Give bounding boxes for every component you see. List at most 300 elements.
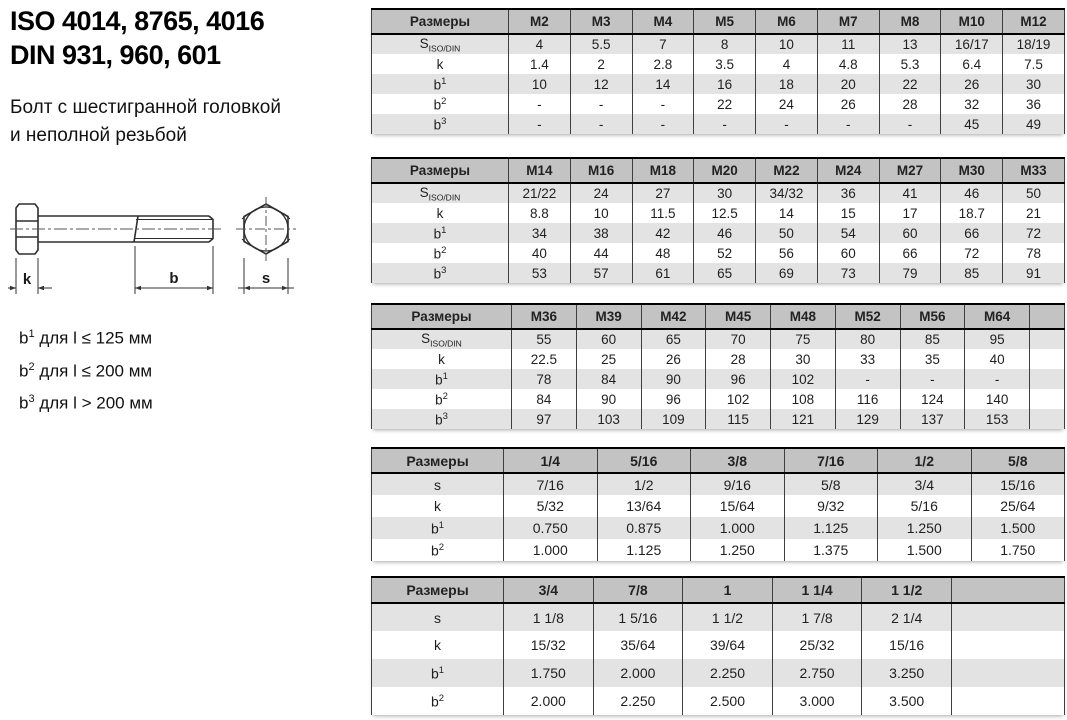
value-cell: 7 xyxy=(632,34,694,54)
dimension-b xyxy=(135,246,213,294)
row-label xyxy=(372,243,509,263)
table-row xyxy=(372,473,1065,495)
column-header-M22: M22 xyxy=(756,158,818,183)
row-label-sub: ISO/DIN xyxy=(428,43,461,54)
value-cell: 1.375 xyxy=(784,539,878,561)
value-cell: 2.250 xyxy=(683,659,773,687)
row-label-base: b xyxy=(433,97,442,113)
header-row xyxy=(372,577,1065,603)
value-cell: - xyxy=(570,94,632,114)
row-label-base: k xyxy=(434,498,441,514)
value-cell: 30 xyxy=(1003,74,1065,94)
value-cell: 1 7/8 xyxy=(772,603,862,631)
value-cell: 65 xyxy=(694,263,756,283)
row-label xyxy=(372,54,509,74)
value-cell: 103 xyxy=(576,409,641,429)
value-cell: - xyxy=(900,369,965,389)
value-cell: 35/64 xyxy=(593,631,683,659)
value-cell: 15/16 xyxy=(862,631,952,659)
value-cell: 26 xyxy=(817,94,879,114)
value-cell: 14 xyxy=(756,203,818,223)
table-row xyxy=(372,183,1065,203)
row-label-sup: 3 xyxy=(441,115,447,127)
value-cell: 1.500 xyxy=(971,517,1065,539)
value-cell: 2.8 xyxy=(632,54,694,74)
value-cell: 0.750 xyxy=(504,517,598,539)
left-panel xyxy=(0,0,370,720)
column-header-M30: M30 xyxy=(941,158,1003,183)
value-cell: 96 xyxy=(706,369,771,389)
row-label xyxy=(372,329,512,349)
column-header-M14: M14 xyxy=(509,158,571,183)
value-cell: 5/8 xyxy=(784,473,878,495)
row-label-base: S xyxy=(419,35,429,51)
value-cell: 57 xyxy=(570,263,632,283)
value-cell: 2.000 xyxy=(593,659,683,687)
value-cell: 4 xyxy=(509,34,571,54)
row-label-sup: 2 xyxy=(441,244,447,256)
row-label-base: s xyxy=(434,609,441,626)
table-row xyxy=(372,203,1065,223)
table-row xyxy=(372,34,1065,54)
value-cell: 5/32 xyxy=(504,495,598,517)
value-cell: - xyxy=(509,114,571,134)
row-label-base: b xyxy=(433,266,442,282)
value-cell: 16 xyxy=(694,74,756,94)
table-row xyxy=(372,631,1065,659)
value-cell: 25/64 xyxy=(971,495,1065,517)
column-header-M8: M8 xyxy=(879,9,941,34)
column-header-M7: M7 xyxy=(817,9,879,34)
value-cell: 96 xyxy=(641,389,706,409)
value-cell: 1.125 xyxy=(597,539,691,561)
value-cell: 28 xyxy=(879,94,941,114)
table-row xyxy=(372,409,1065,429)
value-cell: 66 xyxy=(941,223,1003,243)
table-metric-m14-m33 xyxy=(371,157,1065,283)
value-cell: - xyxy=(632,114,694,134)
title-line-din: DIN 931, 960, 601 xyxy=(10,40,221,70)
row-label-base: s xyxy=(434,476,441,493)
value-cell: 12.5 xyxy=(694,203,756,223)
footnote-b3: $b^3$ для l > 200 мм xyxy=(19,393,153,413)
value-cell: 15/16 xyxy=(971,473,1065,495)
row-label-sup: 2 xyxy=(438,541,445,553)
value-cell: 75 xyxy=(771,329,836,349)
value-cell: 72 xyxy=(941,243,1003,263)
value-cell: 84 xyxy=(576,369,641,389)
value-cell: - xyxy=(632,94,694,114)
column-header-1-4: 1/4 xyxy=(504,448,598,473)
row-label-sub: ISO/DIN xyxy=(428,192,461,203)
value-cell: 10 xyxy=(509,74,571,94)
value-cell: 5.3 xyxy=(879,54,941,74)
value-cell: 1.500 xyxy=(878,539,972,561)
value-cell: 34/32 xyxy=(756,183,818,203)
value-cell: - xyxy=(694,114,756,134)
row-label xyxy=(372,34,509,54)
column-header-M10: M10 xyxy=(941,9,1003,34)
row-label-sup: 2 xyxy=(441,95,447,107)
value-cell: 3.000 xyxy=(772,687,862,715)
column-header-empty xyxy=(1030,304,1065,329)
value-cell: 7.5 xyxy=(1003,54,1065,74)
value-cell: 46 xyxy=(941,183,1003,203)
column-header-M64: M64 xyxy=(965,304,1030,329)
column-header-7-8: 7/8 xyxy=(593,577,683,603)
row-label xyxy=(372,517,504,539)
value-cell xyxy=(1030,329,1065,349)
value-cell: 102 xyxy=(706,389,771,409)
row-label-base: b xyxy=(430,693,439,710)
value-cell: 46 xyxy=(694,223,756,243)
column-header-M56: M56 xyxy=(900,304,965,329)
column-header-5-16: 5/16 xyxy=(597,448,691,473)
value-cell: 1/2 xyxy=(597,473,691,495)
column-header-M42: M42 xyxy=(641,304,706,329)
dimension-k xyxy=(8,258,52,294)
dim-label-k: k xyxy=(22,271,32,288)
row-label-base: k xyxy=(438,351,445,367)
value-cell: 50 xyxy=(756,223,818,243)
row-label-base: b xyxy=(433,226,442,242)
column-header-M45: M45 xyxy=(706,304,771,329)
row-label-base: b xyxy=(435,412,443,428)
column-header-M2: M2 xyxy=(509,9,571,34)
footnotes xyxy=(19,320,153,418)
value-cell: 27 xyxy=(632,183,694,203)
value-cell: 12 xyxy=(570,74,632,94)
value-cell: 9/16 xyxy=(691,473,785,495)
value-cell: 45 xyxy=(941,114,1003,134)
header-row xyxy=(372,304,1065,329)
value-cell: 53 xyxy=(509,263,571,283)
value-cell: 18 xyxy=(756,74,818,94)
value-cell xyxy=(1030,369,1065,389)
title-line-iso: ISO 4014, 8765, 4016 xyxy=(10,6,265,36)
row-label-base: b xyxy=(435,372,443,388)
row-label-base: S xyxy=(421,330,431,346)
subtitle-line-2: и неполной резьбой xyxy=(10,125,187,146)
value-cell: 34 xyxy=(509,223,571,243)
value-cell: 1 1/2 xyxy=(683,603,773,631)
value-cell: 4 xyxy=(756,54,818,74)
value-cell: 80 xyxy=(835,329,900,349)
value-cell: 69 xyxy=(756,263,818,283)
value-cell: 55 xyxy=(512,329,577,349)
value-cell: 70 xyxy=(706,329,771,349)
value-cell xyxy=(1030,349,1065,369)
value-cell: 72 xyxy=(1003,223,1065,243)
row-label-sup: 1 xyxy=(441,75,447,87)
row-label-base: b xyxy=(430,520,439,537)
row-label xyxy=(372,183,509,203)
value-cell: 1 1/8 xyxy=(504,603,594,631)
value-cell: 60 xyxy=(879,223,941,243)
value-cell: 2.750 xyxy=(772,659,862,687)
column-header-M5: M5 xyxy=(694,9,756,34)
value-cell: 36 xyxy=(817,183,879,203)
table-row xyxy=(372,539,1065,561)
table-row xyxy=(372,517,1065,539)
value-cell: 153 xyxy=(965,409,1030,429)
value-cell: 124 xyxy=(900,389,965,409)
value-cell: 91 xyxy=(1003,263,1065,283)
value-cell: 115 xyxy=(706,409,771,429)
value-cell: 2.250 xyxy=(593,687,683,715)
row-label-sup: 3 xyxy=(441,264,447,276)
row-label-base: k xyxy=(434,637,441,653)
table-imperial-quarter-to-fiveeighths xyxy=(371,447,1065,561)
value-cell: 1 5/16 xyxy=(593,603,683,631)
column-header-empty xyxy=(952,577,1065,603)
value-cell: 9/32 xyxy=(784,495,878,517)
value-cell: 95 xyxy=(965,329,1030,349)
table-row xyxy=(372,114,1065,134)
value-cell: 1.750 xyxy=(504,659,594,687)
subtitle-line-1: Болт с шестигранной головкой xyxy=(10,97,281,118)
value-cell: 1.000 xyxy=(504,539,598,561)
value-cell: 3/4 xyxy=(878,473,972,495)
value-cell: 15/32 xyxy=(504,631,594,659)
row-label-sup: 2 xyxy=(438,692,445,704)
row-label-header: Размеры xyxy=(372,304,512,329)
value-cell: 8.8 xyxy=(509,203,571,223)
row-label-header: Размеры xyxy=(372,577,504,603)
value-cell: - xyxy=(570,114,632,134)
value-cell: 38 xyxy=(570,223,632,243)
column-header-M52: M52 xyxy=(835,304,900,329)
row-label xyxy=(372,495,504,517)
row-label-header: Размеры xyxy=(372,448,504,473)
row-label xyxy=(372,94,509,114)
value-cell: - xyxy=(509,94,571,114)
row-label-base: b xyxy=(435,392,443,408)
value-cell: 40 xyxy=(965,349,1030,369)
value-cell: 2 xyxy=(570,54,632,74)
value-cell: 24 xyxy=(570,183,632,203)
value-cell: 73 xyxy=(817,263,879,283)
value-cell: 39/64 xyxy=(683,631,773,659)
value-cell xyxy=(1030,389,1065,409)
row-label-sup: 3 xyxy=(442,410,448,422)
value-cell: 15/64 xyxy=(691,495,785,517)
value-cell xyxy=(952,603,1065,631)
table-row xyxy=(372,243,1065,263)
column-header-M18: M18 xyxy=(632,158,694,183)
value-cell: 109 xyxy=(641,409,706,429)
row-label-sup: 1 xyxy=(438,519,445,531)
table-row xyxy=(372,94,1065,114)
value-cell: 4.8 xyxy=(817,54,879,74)
value-cell: 85 xyxy=(900,329,965,349)
table-row xyxy=(372,74,1065,94)
dimension-s xyxy=(238,258,294,294)
value-cell: 30 xyxy=(694,183,756,203)
value-cell: 5.5 xyxy=(570,34,632,54)
value-cell: 21/22 xyxy=(509,183,571,203)
value-cell: 140 xyxy=(965,389,1030,409)
value-cell: 17 xyxy=(879,203,941,223)
row-label xyxy=(372,389,512,409)
value-cell: 6.4 xyxy=(941,54,1003,74)
row-label-base: k xyxy=(436,56,444,72)
table-row xyxy=(372,329,1065,349)
value-cell: 129 xyxy=(835,409,900,429)
value-cell: 61 xyxy=(632,263,694,283)
column-header-M6: M6 xyxy=(756,9,818,34)
header-row xyxy=(372,9,1065,34)
row-label-sup: 1 xyxy=(438,664,445,676)
value-cell: 26 xyxy=(941,74,1003,94)
row-label-base: k xyxy=(436,205,444,221)
value-cell xyxy=(952,659,1065,687)
value-cell: 13 xyxy=(879,34,941,54)
value-cell: 121 xyxy=(771,409,836,429)
value-cell: 28 xyxy=(706,349,771,369)
column-header-1-1-4: 1 1/4 xyxy=(772,577,862,603)
row-label xyxy=(372,369,512,389)
value-cell: 108 xyxy=(771,389,836,409)
value-cell: 60 xyxy=(817,243,879,263)
table-row xyxy=(372,54,1065,74)
column-header-M20: M20 xyxy=(694,158,756,183)
value-cell: 25 xyxy=(576,349,641,369)
value-cell xyxy=(1030,409,1065,429)
value-cell: 3.250 xyxy=(862,659,952,687)
value-cell: 1.250 xyxy=(878,517,972,539)
column-header-M39: M39 xyxy=(576,304,641,329)
value-cell: 32 xyxy=(941,94,1003,114)
column-header-1-2: 1/2 xyxy=(878,448,972,473)
value-cell: 44 xyxy=(570,243,632,263)
header-row xyxy=(372,158,1065,183)
value-cell: 0.875 xyxy=(597,517,691,539)
row-label xyxy=(372,409,512,429)
header-row xyxy=(372,448,1065,473)
column-header-M36: M36 xyxy=(512,304,577,329)
value-cell: 79 xyxy=(879,263,941,283)
value-cell: 49 xyxy=(1003,114,1065,134)
table-row xyxy=(372,495,1065,517)
row-label-sup: 1 xyxy=(442,370,448,382)
value-cell: 66 xyxy=(879,243,941,263)
row-label xyxy=(372,687,504,715)
value-cell: 21 xyxy=(1003,203,1065,223)
page-title xyxy=(10,4,264,72)
column-header-1: 1 xyxy=(683,577,773,603)
row-label-header: Размеры xyxy=(372,9,509,34)
value-cell: 15 xyxy=(817,203,879,223)
column-header-M24: M24 xyxy=(817,158,879,183)
value-cell: 90 xyxy=(576,389,641,409)
value-cell xyxy=(952,687,1065,715)
value-cell: 1.000 xyxy=(691,517,785,539)
value-cell: 18/19 xyxy=(1003,34,1065,54)
value-cell: 2.000 xyxy=(504,687,594,715)
value-cell: 8 xyxy=(694,34,756,54)
value-cell: 116 xyxy=(835,389,900,409)
value-cell: 5/16 xyxy=(878,495,972,517)
value-cell: 7/16 xyxy=(504,473,598,495)
row-label xyxy=(372,473,504,495)
column-header-M48: M48 xyxy=(771,304,836,329)
value-cell: - xyxy=(817,114,879,134)
value-cell: 3.5 xyxy=(694,54,756,74)
value-cell: 56 xyxy=(756,243,818,263)
value-cell: 3.500 xyxy=(862,687,952,715)
row-label xyxy=(372,223,509,243)
value-cell: 48 xyxy=(632,243,694,263)
column-header-3-8: 3/8 xyxy=(691,448,785,473)
dimension-tables xyxy=(371,0,1065,720)
dim-label-s: s xyxy=(261,270,271,287)
value-cell: 36 xyxy=(1003,94,1065,114)
value-cell: 1.125 xyxy=(784,517,878,539)
value-cell: 84 xyxy=(512,389,577,409)
value-cell: 1.250 xyxy=(691,539,785,561)
value-cell: 60 xyxy=(576,329,641,349)
row-label xyxy=(372,74,509,94)
column-header-M3: M3 xyxy=(570,9,632,34)
value-cell: - xyxy=(879,114,941,134)
footnote-b1: $b^1$ для l ≤ 125 мм xyxy=(19,328,153,348)
table-row xyxy=(372,349,1065,369)
row-label xyxy=(372,659,504,687)
value-cell: 2 1/4 xyxy=(862,603,952,631)
value-cell: 10 xyxy=(756,34,818,54)
value-cell: 40 xyxy=(509,243,571,263)
table-row xyxy=(372,263,1065,283)
table-row xyxy=(372,389,1065,409)
value-cell: 11 xyxy=(817,34,879,54)
value-cell: 78 xyxy=(1003,243,1065,263)
column-header-1-1-2: 1 1/2 xyxy=(862,577,952,603)
value-cell: 78 xyxy=(512,369,577,389)
value-cell: 102 xyxy=(771,369,836,389)
value-cell: 85 xyxy=(941,263,1003,283)
row-label-base: b xyxy=(430,665,439,682)
value-cell: 35 xyxy=(900,349,965,369)
value-cell: 30 xyxy=(771,349,836,369)
value-cell: 25/32 xyxy=(772,631,862,659)
value-cell: 16/17 xyxy=(941,34,1003,54)
row-label xyxy=(372,631,504,659)
value-cell: 33 xyxy=(835,349,900,369)
row-label xyxy=(372,203,509,223)
table-row xyxy=(372,659,1065,687)
value-cell: 54 xyxy=(817,223,879,243)
value-cell: 26 xyxy=(641,349,706,369)
row-label-base: b xyxy=(433,117,442,133)
column-header-M12: M12 xyxy=(1003,9,1065,34)
value-cell: 97 xyxy=(512,409,577,429)
row-label-base: b xyxy=(430,542,439,559)
dim-label-b: b xyxy=(169,270,179,287)
value-cell: 137 xyxy=(900,409,965,429)
row-label xyxy=(372,603,504,631)
value-cell: 22 xyxy=(879,74,941,94)
column-header-3-4: 3/4 xyxy=(504,577,594,603)
value-cell: 22.5 xyxy=(512,349,577,369)
value-cell: 90 xyxy=(641,369,706,389)
row-label-header: Размеры xyxy=(372,158,509,183)
value-cell: 11.5 xyxy=(632,203,694,223)
table-row xyxy=(372,223,1065,243)
value-cell: - xyxy=(756,114,818,134)
value-cell xyxy=(952,631,1065,659)
value-cell: 1.4 xyxy=(509,54,571,74)
